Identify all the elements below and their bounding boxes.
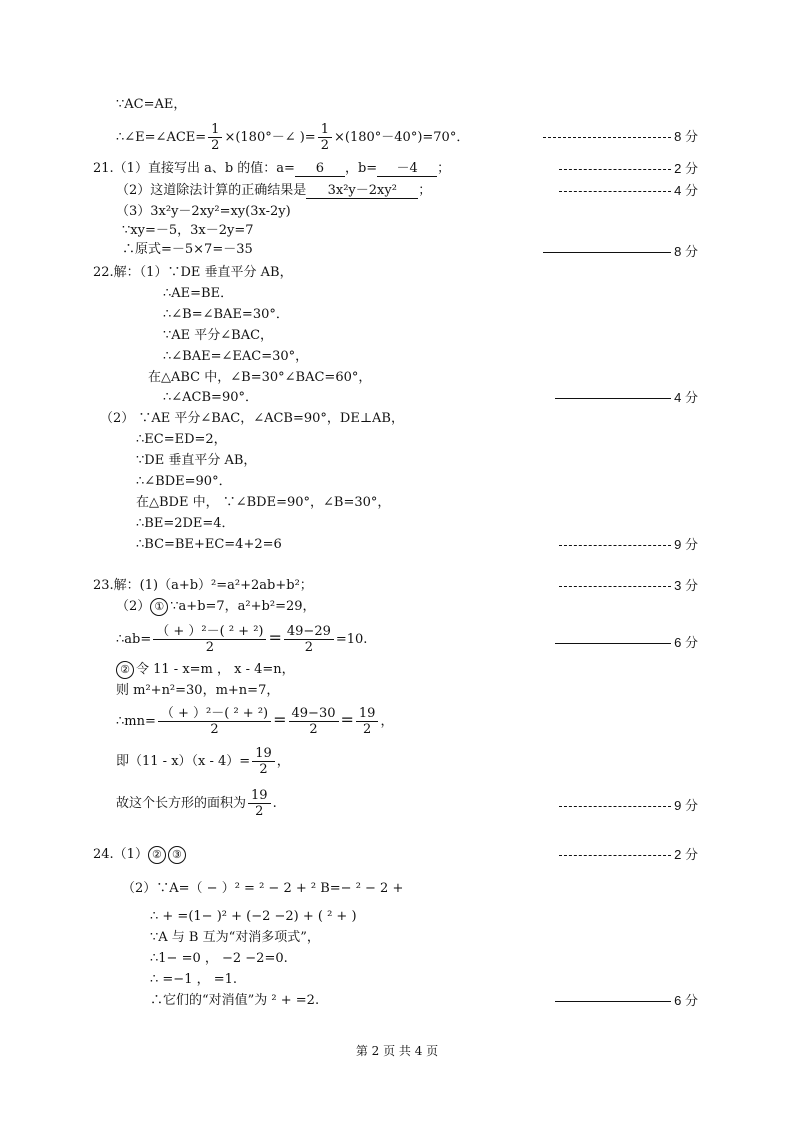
area-result-fraction: $\frac{19}{2}$ — [248, 788, 271, 819]
q21-line-3: （3）3x²y－2xy²=xy(3x-2y) — [116, 204, 291, 219]
mn-value-fraction: $\frac{49-30}{2}$ — [289, 706, 339, 737]
q24-line-5: ∴1− =0 ， −2 −2=0. — [150, 951, 288, 966]
mn-formula-fraction: $\frac{\text{（ + ）²－( ² + ²)}}{2}$ — [158, 706, 271, 737]
circled-3-answer: ③ — [168, 846, 186, 864]
q22-line-4: ∵AE 平分∠BAC， — [163, 328, 274, 343]
q23-score-1: 3 分 — [559, 577, 698, 595]
q23-line-2: （2） ① ∵a+b=7，a²+b²=29， — [116, 599, 316, 614]
q24-line-7: ∴它们的“对消值”为 ² + =2. — [150, 993, 320, 1008]
q21-line-1: 21.（1）直接写出 a、b 的值：a= 6 ，b= －4 ； — [93, 161, 451, 176]
q20-line-1: ∵AC=AE， — [116, 97, 187, 112]
half-fraction-2: $\frac{1}{2}$ — [318, 122, 332, 153]
q23-line-7: 即（11 - x）（x - 4）= $\frac{19}{2}$ ， — [116, 746, 290, 777]
q23-line-6: ∴mn= $\frac{\text{（ + ）²－( ² + ²)}}{2}$ = $\frac{49-30}{2}$ = $\frac{19}{2}$ ， — [116, 706, 394, 737]
q21-score-1: 2 分 — [559, 160, 698, 178]
q20-line-2 — [116, 122, 469, 153]
q23-line-3: ∴ab= $\frac{\text{（ + ）²－( ² + ²)}}{2}$ = $\frac{49-29}{2}$ =10. — [116, 624, 368, 655]
q22-line-10: ∵DE 垂直平分 AB， — [136, 453, 257, 468]
q20-line-2-mid: ×(180°－∠ )= — [224, 130, 316, 145]
q22-line-5: ∴∠BAE=∠EAC=30°， — [163, 349, 309, 364]
q22-line-8: （2） ∵AE 平分∠BAC，∠ACB=90°，DE⊥AB， — [100, 411, 404, 426]
q21-line-4: ∵xy=－5，3x－2y=7 — [122, 223, 254, 238]
circled-1: ① — [150, 598, 168, 616]
ab-formula-fraction: $\frac{\text{（ + ）²－( ² + ²)}}{2}$ — [153, 624, 266, 655]
q24-line-6: ∴ =−1 ， =1. — [150, 972, 238, 987]
q23-score-3: 9 分 — [559, 797, 698, 815]
q22-line-6: 在△ABC 中，∠B=30°∠BAC=60°， — [148, 370, 372, 385]
a-value: 6 — [295, 161, 345, 177]
mn-result-fraction: $\frac{19}{2}$ — [356, 706, 379, 737]
q23-score-2: 6 分 — [555, 634, 698, 652]
q24-score-2: 6 分 — [555, 992, 698, 1010]
q20-line-2-pre: ∴∠E=∠ACE= — [116, 130, 207, 145]
q22-line-9: ∴EC=ED=2， — [136, 432, 227, 447]
q20-line-2-post: ×(180°－40°)=70°． — [334, 130, 470, 145]
q22-line-14: ∴BC=BE+EC=4+2=6 — [136, 537, 282, 552]
q22-line-7: ∴∠ACB=90°． — [163, 390, 258, 405]
q21-line-2: （2）这道除法计算的正确结果是 3x²y－2xy² ； — [116, 183, 432, 198]
q23-line-4: ② 令 11 - x=m ， x - 4=n， — [116, 661, 295, 679]
q21-line-5: ∴原式=－5×7=－35 — [122, 242, 253, 257]
q24-line-3: ∴ + =(1− )² + (−2 −2) + ( ² + ) — [150, 909, 357, 924]
b-value: －4 — [377, 161, 437, 177]
q22-line-12: 在△BDE 中， ∵∠BDE=90°，∠B=30°， — [136, 495, 391, 510]
page-footer: 第 2 页 共 4 页 — [355, 1044, 439, 1058]
q20-score: 8 分 — [543, 128, 698, 146]
q23-line-1: 23.解：(1)（a+b）²=a²+2ab+b²； — [93, 578, 313, 593]
q22-line-1: 22.解：（1）∵DE 垂直平分 AB， — [93, 265, 293, 280]
q22-line-11: ∴∠BDE=90°． — [136, 474, 232, 489]
half-fraction-1: $\frac{1}{2}$ — [208, 122, 222, 153]
q23-line-5: 则 m²+n²=30，m+n=7， — [116, 683, 280, 698]
q21-score-2: 4 分 — [559, 182, 698, 200]
q21-score-3: 8 分 — [543, 243, 698, 261]
q24-line-2: （2）∵A=（ − ）² = ² − 2 + ² B=− ² − 2 + — [122, 881, 404, 896]
q24-line-1: 24.（1） ② ③ — [93, 846, 188, 864]
q22-line-13: ∴BE=2DE=4． — [136, 516, 235, 531]
q23-line-8: 故这个长方形的面积为 $\frac{19}{2}$ . — [116, 788, 277, 819]
q22-score-2: 9 分 — [559, 536, 698, 554]
q22-line-3: ∴∠B=∠BAE=30°． — [163, 307, 289, 322]
q22-score-1: 4 分 — [555, 389, 698, 407]
product-result-fraction: $\frac{19}{2}$ — [252, 746, 275, 777]
q24-score-1: 2 分 — [559, 846, 698, 864]
ab-value-fraction: $\frac{49-29}{2}$ — [284, 624, 334, 655]
q24-line-4: ∵A 与 B 互为“对消多项式”， — [150, 930, 320, 945]
division-answer: 3x²y－2xy² — [306, 183, 418, 199]
circled-2: ② — [116, 661, 134, 679]
circled-2-answer: ② — [148, 846, 166, 864]
q22-line-2: ∴AE=BE． — [163, 286, 234, 301]
